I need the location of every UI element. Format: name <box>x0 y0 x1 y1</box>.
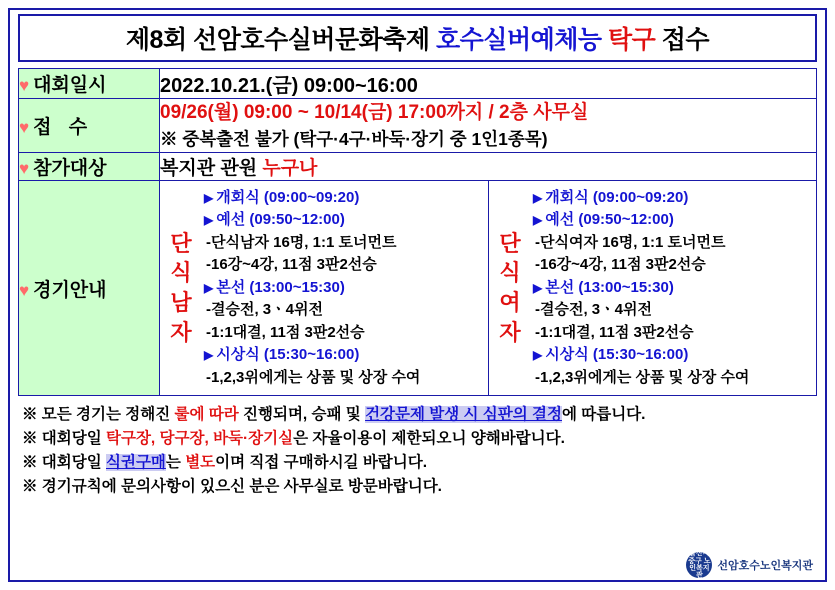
reception-note: ※ 중복출전 불가 (탁구·4구·바둑·장기 중 1인1종목) <box>160 128 548 149</box>
reception-main: 09/26(월) 09:00 ~ 10/14(금) 17:00까지 / 2층 사무실 <box>160 102 589 123</box>
note-segment: ※ 대회당일 <box>22 430 107 448</box>
heart-icon: ♥ <box>19 117 30 137</box>
guide-phase-text: 예선 (09:50~12:00) <box>545 211 674 229</box>
guide-category-char: 식 <box>499 260 521 286</box>
organization-logo <box>686 552 813 578</box>
note-segment: ※ 경기규칙에 문의사항이 있으신 분은 사무실로 방문바랍니다. <box>22 478 442 496</box>
triangle-bullet-icon: ▶ <box>204 190 214 205</box>
label-target <box>19 152 160 180</box>
note-segment: 식권구매 <box>106 454 166 472</box>
guide-category-char: 자 <box>170 319 192 345</box>
guide-phase-heading <box>533 277 812 300</box>
heart-icon: ♥ <box>19 280 30 300</box>
note-segment: 별도 <box>185 454 216 472</box>
target-text-red: 누구나 <box>262 157 318 179</box>
guide-phase-heading <box>204 344 484 367</box>
guide-column <box>160 181 488 396</box>
note-segment: 이며 직접 구매하시길 바랍니다. <box>215 454 428 472</box>
value-date: 2022.10.21.(금) 09:00~16:00 <box>160 69 817 99</box>
label-guide-text: 경기안내 <box>33 279 107 301</box>
guide-detail-line: -1:1대결, 11점 3판2선승 <box>535 323 694 341</box>
label-date-text: 대회일시 <box>33 75 107 96</box>
guide-phase-text: 본선 (13:00~15:30) <box>545 278 674 296</box>
guide-phase-heading <box>204 209 484 232</box>
guide-columns <box>160 181 816 396</box>
triangle-bullet-icon: ▶ <box>533 280 543 295</box>
guide-category-char: 여 <box>499 290 521 316</box>
triangle-bullet-icon: ▶ <box>204 348 214 363</box>
guide-category-char: 남 <box>170 290 192 316</box>
guide-detail-line: -16강~4강, 11점 3판2선승 <box>206 256 377 274</box>
guide-category-char: 자 <box>499 319 521 345</box>
triangle-bullet-icon: ▶ <box>204 280 214 295</box>
title-part-1: 제8회 선암호수실버문화축제 <box>125 26 430 54</box>
guide-phase-heading <box>533 187 812 210</box>
title-part-2: 호수실버예체능 <box>436 26 602 54</box>
note-line <box>22 475 817 499</box>
triangle-bullet-icon: ▶ <box>204 213 214 228</box>
table-row-target <box>19 152 817 180</box>
guide-detail-line: -1,2,3위에게는 상품 및 상장 수여 <box>535 368 750 386</box>
guide-phase-heading <box>204 187 484 210</box>
triangle-bullet-icon: ▶ <box>533 348 543 363</box>
heart-icon: ♥ <box>19 76 30 95</box>
value-guide <box>160 180 817 396</box>
note-segment: ※ 대회당일 <box>22 454 107 472</box>
guide-category-char: 식 <box>170 260 192 286</box>
value-target <box>160 152 817 180</box>
guide-category-char: 단 <box>499 230 521 256</box>
note-segment: ※ 모든 경기는 정해진 <box>22 406 175 424</box>
label-target-text: 참가대상 <box>33 157 107 179</box>
note-line <box>22 451 817 475</box>
table-row-reception <box>19 99 817 153</box>
guide-detail-line: -16강~4강, 11점 3판2선승 <box>535 256 706 274</box>
poster-content <box>12 10 823 582</box>
logo-mark-icon: 울산시 중구 노인복지관 <box>688 550 711 580</box>
note-line <box>22 427 817 451</box>
label-date <box>19 69 160 99</box>
note-line <box>22 403 817 427</box>
triangle-bullet-icon: ▶ <box>533 190 543 205</box>
note-segment: 건강문제 발생 시 심판의 결정 <box>365 406 562 424</box>
guide-body <box>531 181 816 396</box>
guide-phase-text: 예선 (09:50~12:00) <box>216 211 345 229</box>
note-segment: 탁구장, 당구장, 바둑·장기실 <box>106 430 294 448</box>
note-segment: 에 따릅니다. <box>561 406 646 424</box>
info-table <box>18 68 817 396</box>
guide-body <box>202 181 488 396</box>
guide-detail-line: -1,2,3위에게는 상품 및 상장 수여 <box>206 368 421 386</box>
label-reception-text: 접 수 <box>33 116 94 138</box>
guide-category-label <box>160 181 202 396</box>
guide-phase-heading <box>533 344 812 367</box>
note-segment: 진행되며, 승패 및 <box>238 406 366 424</box>
guide-detail-line: -결승전, 3ㆍ4위전 <box>206 301 323 319</box>
label-guide <box>19 180 160 396</box>
title-part-3: 탁구 <box>608 26 656 54</box>
guide-phase-text: 시상식 (15:30~16:00) <box>216 346 360 364</box>
note-segment: 룰에 따라 <box>174 406 239 424</box>
guide-phase-text: 본선 (13:00~15:30) <box>216 278 345 296</box>
logo-text: 선암호수노인복지관 <box>717 560 813 572</box>
guide-detail-line: -1:1대결, 11점 3판2선승 <box>206 323 365 341</box>
guide-phase-heading <box>533 209 812 232</box>
page-title <box>18 14 817 62</box>
guide-detail-line: -단식남자 16명, 1:1 토너먼트 <box>206 233 397 251</box>
guide-phase-text: 개회식 (09:00~09:20) <box>545 188 689 206</box>
label-reception <box>19 99 160 153</box>
guide-phase-heading <box>204 277 484 300</box>
table-row-date <box>19 69 817 99</box>
title-text <box>126 20 709 56</box>
triangle-bullet-icon: ▶ <box>533 213 543 228</box>
guide-category-char: 단 <box>170 230 192 256</box>
guide-phase-text: 시상식 (15:30~16:00) <box>545 346 689 364</box>
heart-icon: ♥ <box>19 158 30 178</box>
guide-column <box>488 181 816 396</box>
title-part-4: 접수 <box>661 26 710 54</box>
value-reception <box>160 99 817 153</box>
note-segment: 은 자율이용이 제한되오니 양해바랍니다. <box>293 430 565 448</box>
guide-category-label <box>489 181 531 396</box>
guide-detail-line: -단식여자 16명, 1:1 토너먼트 <box>535 233 726 251</box>
guide-phase-text: 개회식 (09:00~09:20) <box>216 188 360 206</box>
target-text-black: 복지관 관원 <box>160 157 258 179</box>
guide-detail-line: -결승전, 3ㆍ4위전 <box>535 301 652 319</box>
table-row-guide <box>19 180 817 396</box>
note-segment: 는 <box>165 454 186 472</box>
notes-list <box>18 403 817 499</box>
